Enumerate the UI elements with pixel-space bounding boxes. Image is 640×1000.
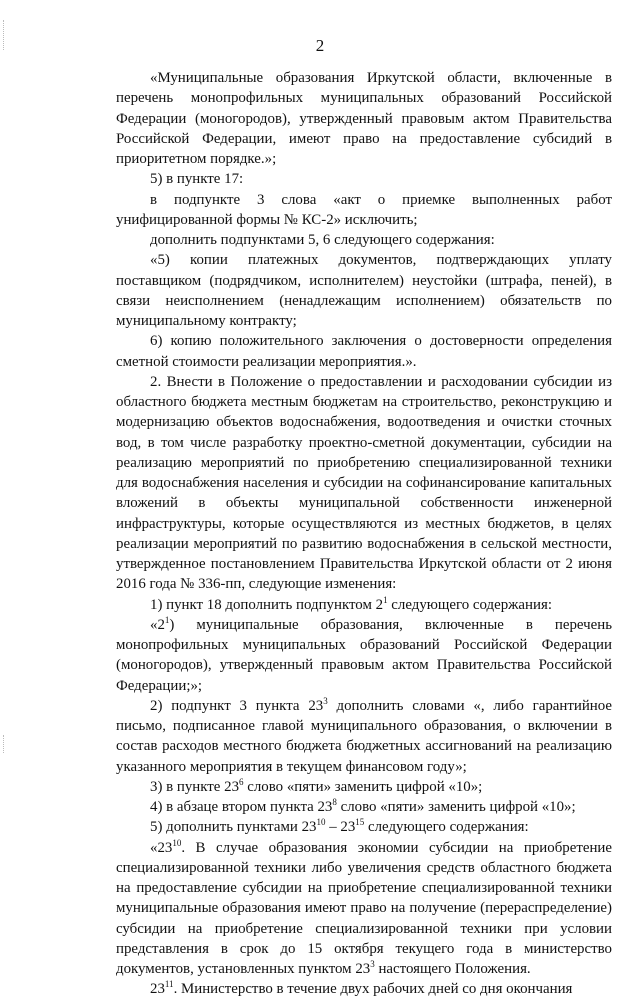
paragraph: дополнить подпунктами 5, 6 следующего содержания:	[150, 232, 495, 248]
paragraph: «$23^{10}$. В случае образования экономии субсидии на приобретение специализированной техники либо увеличения средств областного бюджета на предоставление субсидии на приобретение специализированной техники муниципальные образования имеют право на получение (перераспределение) субсидии на приобретение специализированной техники при условии представления в срок до 15 октября текущего года в министерство документов, установленных пунктом $23^3$ настоящего Положения.	[116, 837, 612, 977]
paragraph: «Муниципальные образования Иркутской области, включенные в перечень монопрофильных муниципальных образований Российской Федерации (моногородов), утвержденный правовым актом Правительства Российской Федерации, имеют право на предоставление субсидий в приоритетном порядке.»;	[116, 70, 612, 167]
paragraph: «5) копии платежных документов, подтверждающих уплату поставщиком (подрядчиком, исполнителем) неустойки (штрафа, пеней), в связи неисполнением (ненадлежащим исполнением) обязательств по муниципальному контракту;	[116, 252, 612, 329]
paragraph: 5) в пункте 17:	[150, 171, 244, 188]
superscript: 1	[383, 594, 388, 605]
paragraph: «$2^1$) муниципальные образования, включенные в перечень монопрофильных муниципальных образований Российской Федерации (моногородов), утвержденный правовым актом Правительства Российской Федерации;»;	[116, 614, 612, 694]
paragraph: 4) в абзаце втором пункта $23^8$ слово «пяти» заменить цифрой «10»;	[150, 797, 576, 815]
superscript: 11	[164, 979, 174, 990]
paragraph: 1) пункт 18 дополнить подпунктом $2^1$ следующего содержания:	[150, 594, 552, 613]
scan-edge-mark	[3, 20, 5, 50]
superscript: 3	[370, 959, 375, 969]
superscript: 1	[164, 614, 170, 625]
scan-edge-mark	[3, 735, 5, 753]
document-body	[116, 68, 612, 1000]
superscript: 15	[355, 817, 365, 828]
paragraph: 5) дополнить пунктами $23^{10} - 23^{15}$ следующего содержания:	[150, 817, 529, 836]
superscript: 10	[172, 837, 182, 848]
paragraph: 3) в пункте $23^6$ слово «пяти» заменить цифрой «10»;	[150, 776, 483, 795]
paragraph: 2) подпункт 3 пункта $23^3$ дополнить словами «, либо гарантийное письмо, подписанное главой муниципального образования, о включении в состав расходов местного бюджета бюджетных ассигнований на реализацию указанного мероприятия в текущем финансовом году»;	[116, 695, 612, 775]
paragraph: 2. Внести в Положение о предоставлении и расходовании субсидии из областного бюджета местным бюджетам на строительство, реконструкцию и модернизацию объектов водоснабжения, водоотведения и очистки сточных вод, в том числе разработку проектно-сметной документации, субсидии на реализацию мероприятий по приобретению специализированной техники для водоснабжения населения и субсидии на софинансирование капитальных вложений в объекты муниципальной собственности инженерной инфраструктуры, которые осуществляются из местных бюджетов, в целях реализации мероприятий по развитию водоснабжения в сельской местности, утвержденное постановлением Правительства Иркутской области от 2 июня 2016 года № 336-пп, следующие изменения:	[116, 373, 612, 593]
superscript: 8	[332, 797, 337, 807]
page-number: 2	[315, 36, 325, 55]
paragraph: $23^{11}$. Министерство в течение двух рабочих дней со дня окончания	[150, 979, 573, 998]
paragraph: в подпункте 3 слова «акт о приемке выполненных работ унифицированной формы № КС-2» исключить;	[116, 191, 612, 228]
paragraph: 6) копию положительного заключения о достоверности определения сметной стоимости реализации мероприятия.».	[116, 333, 612, 370]
superscript: 6	[239, 776, 244, 787]
superscript: 3	[323, 695, 328, 706]
superscript: 10	[316, 817, 326, 828]
